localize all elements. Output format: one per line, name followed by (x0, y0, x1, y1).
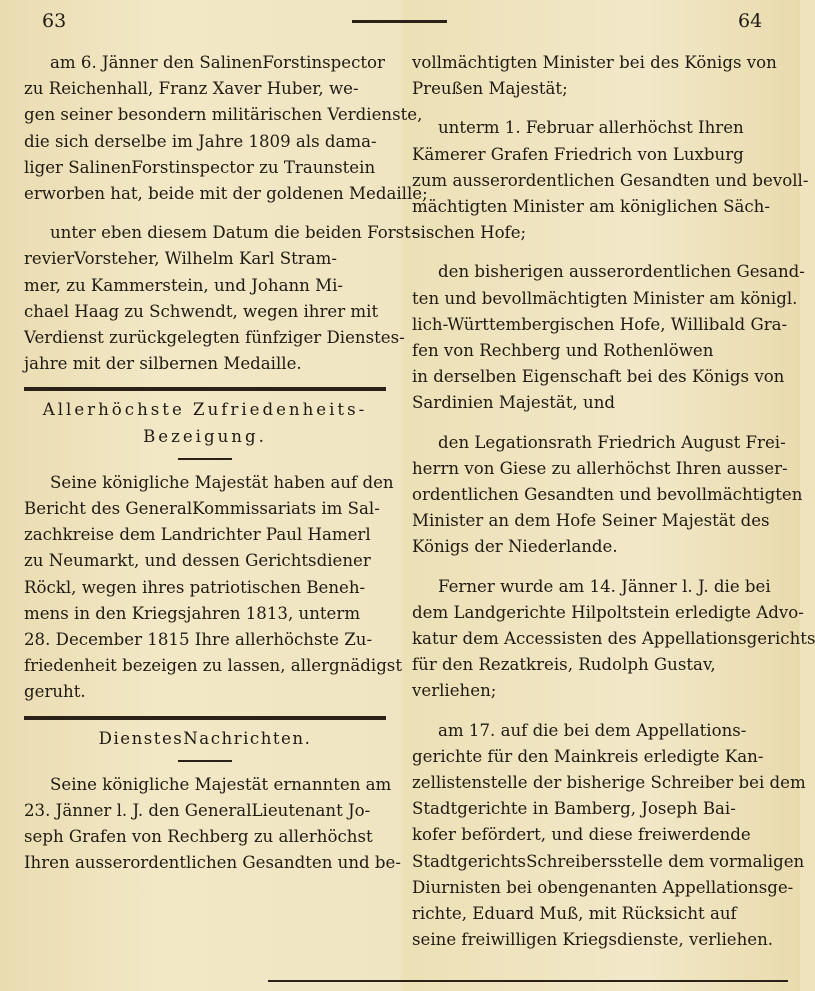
text-line: mer, zu Kammerstein, und Johann Mi- (24, 275, 344, 295)
text-line: kofer befördert, und diese freiwerdende (412, 825, 751, 845)
page-number-left: 63 (42, 10, 67, 32)
text-line: erworben hat, beide mit der goldenen Medaille; (24, 184, 428, 204)
text-line: 28. December 1815 Ihre allerhöchste Zu- (24, 630, 373, 650)
text-line: verliehen; (412, 681, 497, 701)
text-line: mächtigten Minister am königlichen Säch- (412, 197, 770, 217)
paragraph-luxburg (412, 115, 809, 246)
text-line: geruht. (24, 682, 86, 702)
text-line: zu Reichenhall, Franz Xaver Huber, we- (24, 79, 359, 99)
text-line: Röckl, wegen ihres patriotischen Beneh- (24, 577, 366, 597)
section-rule (24, 716, 386, 720)
text-line: Stadtgerichte in Bamberg, Joseph Bai- (412, 799, 736, 819)
text-line: zachkreise dem Landrichter Paul Hamerl (24, 525, 371, 545)
text-line: herrn von Giese zu allerhöchst Ihren ausser- (412, 458, 788, 478)
text-line: sischen Hofe; (412, 223, 527, 243)
text-line: Seine königliche Majestät haben auf den (50, 472, 394, 492)
paragraph-rothenloewen (412, 259, 805, 416)
text-line: gerichte für den Mainkreis erledigte Kan- (412, 746, 764, 766)
text-line: Ihren ausserordentlichen Gesandten und be- (24, 853, 401, 873)
text-line: zu Neumarkt, und dessen Gerichtsdiener (24, 551, 371, 571)
paragraph-gustav (412, 574, 815, 705)
text-line: den bisherigen ausserordentlichen Gesand- (438, 262, 805, 282)
paragraph-baikofer (412, 718, 806, 954)
text-line: 23. Jänner l. J. den GeneralLieutenant Jo- (24, 801, 371, 821)
text-line: richte, Eduard Muß, mit Rücksicht auf (412, 904, 737, 924)
text-line: ten und bevollmächtigten Minister am königl. (412, 288, 798, 308)
text-line: StadtgerichtsSchreibersstelle dem vormaligen (412, 851, 805, 871)
text-line: mens in den Kriegsjahren 1813, unterm (24, 603, 361, 623)
text-line: Sardinien Majestät, und (412, 393, 616, 413)
left-column (24, 50, 428, 877)
text-line: Ferner wurde am 14. Jänner l. J. die bei (438, 576, 771, 596)
right-column (412, 50, 815, 954)
paragraph-forstinspector (24, 50, 428, 207)
paragraph-preussen (412, 50, 780, 102)
text-line: zum ausserordentlichen Gesandten und bevoll- (412, 170, 809, 190)
text-line: jahre mit der silbernen Medaille. (24, 354, 302, 374)
text-line: unterm 1. Februar allerhöchst Ihren (438, 118, 744, 138)
text-line: Preußen Majestät; (412, 79, 568, 99)
section-heading-zufriedenheit (24, 397, 386, 449)
page-number-right: 64 (738, 10, 763, 32)
text-line: seine freiwilligen Kriegsdienste, verliehen. (412, 930, 774, 950)
heading-line: Allerhöchste Zufriedenheits- (42, 400, 368, 420)
text-line: den Legationsrath Friedrich August Frei- (438, 432, 786, 452)
heading-underline (178, 760, 232, 762)
text-line: Seine königliche Majestät ernannten am (50, 774, 392, 794)
text-line: friedenheit bezeigen zu lassen, allergnädigst (24, 656, 402, 676)
text-line: katur dem Accessisten des Appellationsgerichts (412, 629, 815, 649)
text-line: ordentlichen Gesandten und bevollmächtigten (412, 485, 803, 505)
text-line: chael Haag zu Schwendt, wegen ihrer mit (24, 301, 379, 321)
header-rule (352, 20, 447, 23)
text-line: am 17. auf die bei dem Appellations- (438, 720, 747, 740)
heading-line: Bezeigung. (143, 426, 267, 446)
text-line: am 6. Jänner den SalinenForstinspector (50, 53, 385, 72)
paragraph-giese (412, 430, 803, 561)
text-line: in derselben Eigenschaft bei des Königs von (412, 367, 785, 387)
text-line: Minister an dem Hofe Seiner Majestät des (412, 511, 770, 531)
text-line: revierVorsteher, Wilhelm Karl Stram- (24, 249, 337, 269)
text-line: fen von Rechberg und Rothenlöwen (412, 341, 714, 361)
heading-underline (178, 458, 232, 460)
text-line: für den Rezatkreis, Rudolph Gustav, (412, 655, 716, 675)
text-line: vollmächtigten Minister bei des Königs von (412, 53, 777, 72)
text-line: die sich derselbe im Jahre 1809 als dama- (24, 131, 377, 151)
text-line: zellistenstelle der bisherige Schreiber bei dem (412, 773, 806, 793)
paragraph-hamerl (24, 470, 402, 706)
text-line: Kämerer Grafen Friedrich von Luxburg (412, 144, 744, 164)
text-line: dem Landgerichte Hilpoltstein erledigte Advo- (412, 602, 804, 622)
paragraph-rechberg (24, 772, 401, 877)
text-line: seph Grafen von Rechberg zu allerhöchst (24, 827, 373, 847)
text-line: liger SalinenForstinspector zu Traunstein (24, 157, 376, 177)
text-line: Bericht des GeneralKommissariats im Sal- (24, 499, 380, 519)
text-line: unter eben diesem Datum die beiden Forst- (50, 223, 417, 243)
heading-line: DienstesNachrichten. (98, 728, 312, 748)
text-line: Königs der Niederlande. (412, 537, 618, 557)
text-line: gen seiner besondern militärischen Verdienste, (24, 105, 423, 125)
text-line: lich-Württembergischen Hofe, Willibald Gra- (412, 314, 788, 334)
section-heading-dienstesnachrichten (24, 726, 386, 752)
text-line: Verdienst zurückgelegten fünfziger Dienstes- (24, 328, 405, 348)
text-line: Diurnisten bei obengenanten Appellationsge- (412, 877, 794, 897)
section-rule (24, 387, 386, 391)
paragraph-forstrevier (24, 220, 417, 377)
footer-rule (268, 980, 788, 982)
